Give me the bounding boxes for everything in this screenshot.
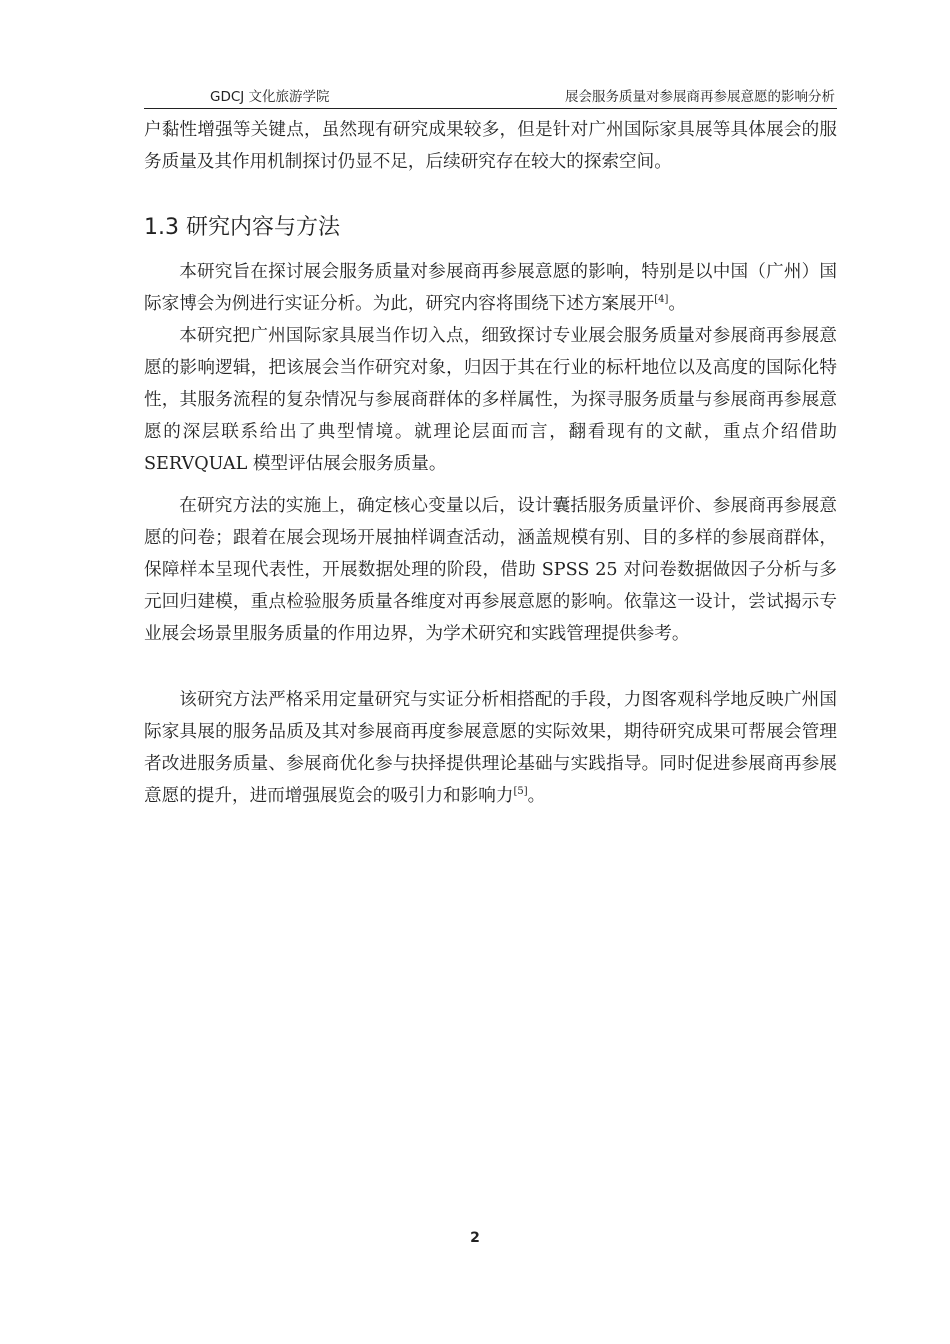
citation-5: [5] bbox=[513, 786, 528, 798]
section-heading: 1.3 研究内容与方法 bbox=[144, 215, 340, 240]
paragraph-expected-outcomes bbox=[144, 684, 837, 812]
paragraph-intro bbox=[144, 256, 837, 320]
paragraph-methods: 在研究方法的实施上，确定核心变量以后，设计囊括服务质量评价、参展商再参展意愿的问卷；跟着在展会现场开展抽样调查活动，涵盖规模有别、目的多样的参展商群体，保障样本呈现代表性，开展数据处理的阶段，借助 SPSS 25 对问卷数据做因子分析与多元回归建模，重点检验服务质量各维度对再参展意愿的影响。依靠这一设计，尝试揭示专业展会场景里服务质量的作用边界，为学术研究和实践管理提供参考。 bbox=[144, 496, 837, 644]
page-header bbox=[144, 84, 837, 109]
header-title: 展会服务质量对参展商再参展意愿的影响分析 bbox=[565, 89, 835, 105]
paragraph-research-object: 本研究把广州国际家具展当作切入点，细致探讨专业展会服务质量对参展商再参展意愿的影响逻辑，把该展会当作研究对象，归因于其在行业的标杆地位以及高度的国际化特性，其服务流程的复杂情况与参展商群体的多样属性，为探寻服务质量与参展商再参展意愿的深层联系给出了典型情境。就理论层面而言，翻看现有的文献，重点介绍借助 SERVQUAL 模型评估展会服务质量。 bbox=[144, 326, 837, 474]
page-number: 2 bbox=[470, 1230, 480, 1246]
paragraph-expected-outcomes-end: 。 bbox=[527, 786, 546, 806]
header-institution: GDCJ 文化旅游学院 bbox=[210, 89, 330, 105]
paragraph-expected-outcomes-text: 该研究方法严格采用定量研究与实证分析相搭配的手段，力图客观科学地反映广州国际家具展的服务品质及其对参展商再度参展意愿的实际效果，期待研究成果可帮展会管理者改进服务质量、参展商优化参与抉择提供理论基础与实践指导。同时促进参展商再参展意愿的提升，进而增强展览会的吸引力和影响力 bbox=[144, 690, 837, 806]
paragraph-intro-end: 。 bbox=[668, 294, 687, 314]
citation-4: [4] bbox=[654, 294, 669, 306]
paragraph-intro-text: 本研究旨在探讨展会服务质量对参展商再参展意愿的影响，特别是以中国（广州）国际家博会为例进行实证分析。为此，研究内容将围绕下述方案展开 bbox=[144, 262, 837, 314]
continued-paragraph: 户黏性增强等关键点，虽然现有研究成果较多，但是针对广州国际家具展等具体展会的服务质量及其作用机制探讨仍显不足，后续研究存在较大的探索空间。 bbox=[144, 120, 837, 172]
